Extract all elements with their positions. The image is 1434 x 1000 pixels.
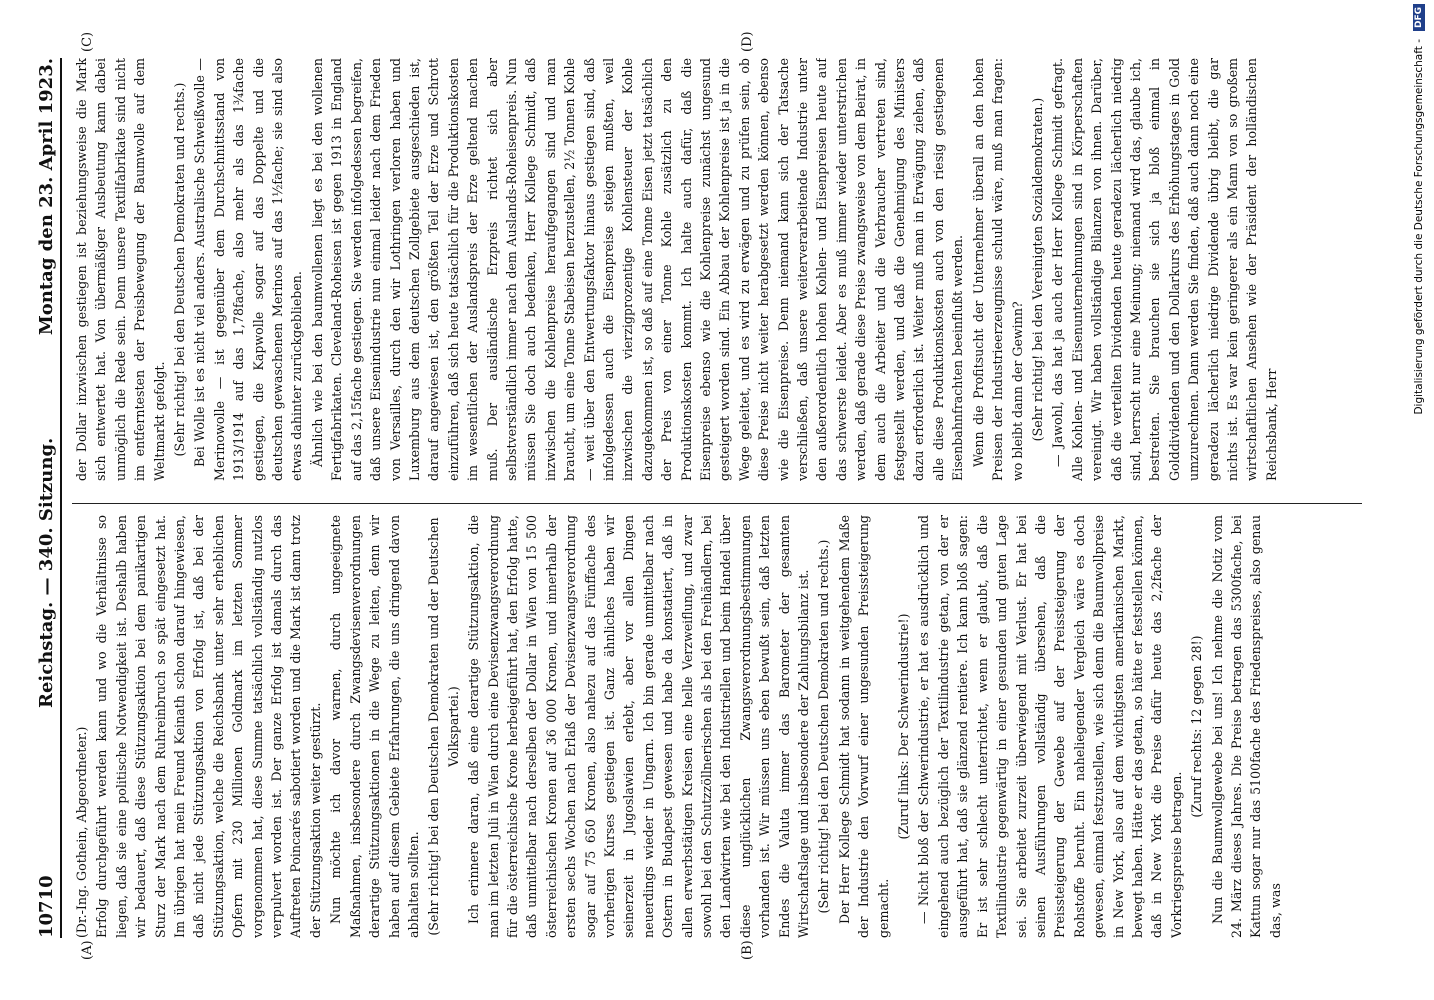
paragraph: Bei Wolle ist es nicht viel anders. Australische Schweißwolle — Merinowolle — ist gegenüber dem Durchschnittsstand von 1913/1914 auf das 1,78fache, also mehr als das 1¾fache gestiegen, die Kapwolle sogar auf das Doppelte und die deutschen gewaschenen Merinos auf das 1½fache; sie sind also etwas dahinter zurückgeblieben.	[192, 58, 305, 481]
session-date: Montag den 23. April 1923.	[36, 58, 57, 336]
interjection: (Sehr richtig! bei den Vereinigten Sozialdemokraten.)	[1029, 97, 1045, 442]
paragraph: Ich erinnere daran, daß eine derartige Stützungsaktion, die man im letzten Juli in Wien durch eine Devisenzwangsverordnung für die österreichische Krone herbeigeführt hat, den Erfolg hatte, daß unmittelbar nach derselben der Dollar in Wien von 15 500 österreichischen Kronen auf 36 000 Kronen, und innerhalb der ersten sechs Wochen nach Erlaß der Devisenzwangsverordnung sogar auf 75 650 Kronen, also nahezu auf das Fünffache des vorherigen Kurses gestiegen ist. Ganz ähnliches haben wir seinerzeit in Jugoslawien erlebt, aber vor allen Dingen neuerdings wieder in Ungarn. Ich bin gerade unmittelbar nach Ostern in Budapest gewesen und habe da konstatiert, daß in allen erwerbstätigen Kreisen eine helle Verzweiflung, und zwar sowohl bei den Schutzzöllnerischen als bei den Freihändlern, bei den Landwirten wie bei den Industriellen und beim Handel über diese unglücklichen Zwangsverordnungsbestimmungen vorhanden ist. Wir müssen uns eben bewußt sein, daß letzten Endes die Valuta immer das Barometer der gesamten Wirtschaftslage und insbesondere der Zahlungsbilanz ist.	[466, 515, 812, 938]
margin-marker-b: (B)	[740, 940, 755, 960]
paragraph: Der Herr Kollege Schmidt hat sodann in weitgehendem Maße der Industrie den Vorwurf einer ungesunden Preissteigerung gemacht.	[836, 515, 891, 938]
dfg-logo: DFG	[1413, 4, 1425, 31]
paragraph: Wenn die Profitsucht der Unternehmer überall an den hohen Preisen der Industrieerzeugnisse schuld wäre, muß man fragen: wo bleibt dann der Gewinn?	[970, 58, 1025, 481]
margin-marker-d: (D)	[740, 31, 755, 52]
paragraph: Ähnlich wie bei den baumwollenen liegt es bei den wollenen Fertigfabrikaten. Cleveland-Roheisen ist gegen 1913 in England auf das 2,15fache gestiegen. Sie werden infolgedessen begreifen, daß unsere Eisenindustrie nun einmal leider nach dem Frieden von Versailles, durch den wir Lothringen verloren haben und Luxemburg aus dem deutschen Zollgebiete ausgeschieden ist, darauf angewiesen ist, den größten Teil der Erze und Schrott einzuführen, daß sich heute tatsächlich für die Produktionskosten im wesentlichen der Auslandspreis der Erze geltend machen muß. Der ausländische Erzpreis richtet sich aber selbstverständlich immer nach dem Auslands-Roheisenpreis. Nun müssen Sie doch auch bedenken, Herr Kollege Schmidt, daß inzwischen die Kohlenpreise heraufgegangen sind und man braucht, um eine Tonne Stabeisen herzustellen, 2½ Tonnen Kohle — weit über den Entwertungsfaktor hinaus gestiegen sind, daß infolgedessen auch die Eisenpreise steigen mußten, weil inzwischen die vierzigprozentige Kohlensteuer der Kohle dazugekommen ist, so daß auf eine Tonne Eisen jetzt tatsächlich der Preis von einer Tonne Kohle zusätzlich zu den Produktionskosten kommt. Ich halte auch dafür, daß die Eisenpreise ebenso wie die Kohlenpreise zunächst ungesund gesteigert worden sind. Ein Abbau der Kohlenpreise ist ja in die Wege geleitet, und es wird zu erwägen und zu prüfen sein, ob diese Preise nicht weiter herabgesetzt werden können, ebenso wie die Eisenpreise. Denn niemand kann sich der Tatsache verschließen, daß unsere weiterverarbeitende Industrie unter den außerordentlich hohen Kohlen- und Eisenpreisen heute auf das schwerste leidet. Aber es muß immer wieder unterstrichen werden, daß gerade diese Preise zwangsweise von dem Beirat, in dem auch die Arbeiter und die Verbraucher vertreten sind, festgestellt werden, und daß die Genehmigung des Ministers dazu erforderlich ist. Weiter muß man in Erwägung ziehen, daß alle diese Produktionskosten auch von den riesig gestiegenen Eisenbahnfrachten beeinflußt werden.	[309, 58, 966, 481]
paragraph: — Jawohl, das hat ja auch der Herr Kollege Schmidt gefragt. Alle Kohlen- und Eisenunternehmungen sind in Körperschaften vereinigt. Wir haben vollständige Bilanzen von ihnen. Darüber, daß die verteilten Dividenden heute geradezu lächerlich niedrig sind, herrscht nur eine Meinung; niemand wird das, glaube ich, bestreiten. Sie brauchen sie sich ja bloß einmal in Golddividenden und den Dollarkurs des Erhöhungstages in Gold umzurechnen. Dann werden Sie finden, daß auch dann noch eine geradezu lächerlich niedrige Dividende übrig bleibt, die gar nichts ist. Es war kein geringerer als ein Mann von so großem wirtschaftlichen Ansehen wie der Präsident der holländischen Reichsbank, Herr	[1050, 58, 1279, 481]
page-header	[30, 58, 62, 938]
speaker-line: (Dr.-Ing. Gothein, Abgeordneter.)	[74, 726, 89, 938]
paragraph: Nun die Baumwollgewebe bei uns! Ich nehme die Notiz vom 24. März dieses Jahres. Die Preise betragen das 5300fache, bei Kattun sogar nur das 5100fache des Friedenspreises, also genau das, was	[1209, 515, 1283, 938]
page-number: 10710	[36, 875, 57, 938]
interjection: (Sehr richtig! bei den Deutschen Demokraten und rechts.)	[816, 539, 832, 914]
interjection: (Sehr richtig! bei den Deutschen Demokraten und rechts.)	[172, 82, 188, 457]
interjection: (Sehr richtig! bei den Deutschen Demokraten und der Deutschen Volkspartei.)	[426, 517, 461, 936]
interjection: (Zuruf rechts: 12 gegen 28!)	[1189, 635, 1205, 818]
text-column-left	[72, 515, 1362, 938]
paragraph: Erfolg durchgeführt werden kann und wo die Verhältnisse so liegen, daß sie eine politische Notwendigkeit ist. Deshalb haben wir bedauert, daß diese Stützungsaktion bei dem panikartigen Sturz der Mark nach dem Ruhreinbruch so spät eingesetzt hat. Im übrigen hat mein Freund Keinath schon darauf hingewiesen, daß nicht jede Stützungsaktion von Erfolg ist, daß bei der Stützungsaktion, welche die Reichsbank unter sehr erheblichen Opfern mit 230 Millionen Goldmark im letzten Sommer vorgenommen hat, diese Summe tatsächlich vollständig nutzlos verpulvert worden ist. Der ganze Erfolg ist damals durch das Auftreten Poincarés sabotiert worden und die Mark ist dann trotz der Stützungsaktion weiter gestürzt.	[94, 515, 323, 938]
credit-text: Digitalisierung gefördert durch die Deutsche Forschungsgemeinschaft -	[1413, 39, 1425, 415]
paragraph: Nun möchte ich davor warnen, durch ungeeignete Maßnahmen, insbesondere durch Zwangsdevisenverordnungen derartige Stützungsaktionen in die Wege zu leiten, denn wir haben auf diesem Gebiete Erfahrungen, die uns dringend davon abhalten sollten.	[328, 515, 421, 938]
margin-marker-a: (A)	[80, 940, 95, 960]
session-title: Reichstag. — 340. Sitzung.	[36, 437, 57, 708]
paragraph: der Dollar inzwischen gestiegen ist beziehungsweise die Mark sich entwertet hat. Von übermäßiger Ausbeutung kann dabei unmöglich die Rede sein. Denn unsere Textilfabrikate sind nicht im entferntesten der Preisbewegung der Baumwolle auf dem Weltmarkt gefolgt.	[74, 58, 167, 481]
interjection: (Zuruf links: Der Schwerindustrie!)	[896, 613, 912, 840]
paragraph: — Nicht bloß der Schwerindustrie, er hat es ausdrücklich und eingehend auch bezüglich der Textilindustrie getan, von der er ausgeführt hat, daß sie glänzend rentiere. Ich kann bloß sagen: Er ist sehr schlecht unterrichtet, wenn er glaubt, daß die Textilindustrie gegenwärtig in einer gesunden und guten Lage sei. Sie arbeitet zurzeit überwiegend mit Verlust. Er hat bei seinen Ausführungen vollständig übersehen, daß die Preissteigerung der Gewebe auf der Preissteigerung der Rohstoffe beruht. Ein naheliegender Vergleich wäre es doch gewesen, einmal festzustellen, wie sich denn die Baumwollpreise in New York, also auf dem wichtigsten amerikanischen Markt, bewegt haben. Hätte er das getan, so hätte er feststellen können, daß in New York die Preise dafür heute das 2,2fache der Vorkriegspreise betragen.	[916, 515, 1184, 938]
text-column-right	[72, 58, 1362, 481]
column-divider	[72, 503, 1362, 504]
digitization-credit	[1408, 4, 1430, 996]
margin-marker-c: (C)	[80, 31, 95, 52]
